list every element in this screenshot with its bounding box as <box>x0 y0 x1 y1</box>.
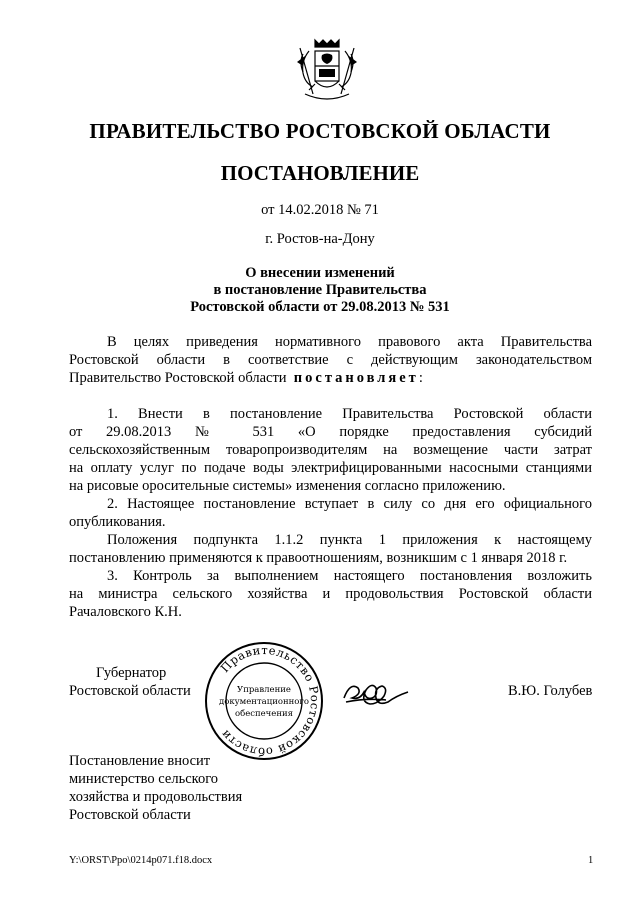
submitter-line: Ростовской области <box>69 807 191 823</box>
preamble-line <box>69 369 592 387</box>
footer-file-path: Y:\ORST\Ppo\0214p071.f18.docx <box>69 855 213 866</box>
seal-inner-line: обеспечения <box>234 709 294 719</box>
seal-inner-line: Управление <box>237 685 291 695</box>
seal-outer-text: Правительство Ростовской области <box>217 642 323 760</box>
submitter-line: хозяйства и продовольствия <box>69 789 243 805</box>
preamble-line: Ростовской области в соответствие с действующим законодательством <box>69 352 592 368</box>
body-line: Рачаловского К.Н. <box>69 604 182 620</box>
subject-line: в постановление Правительства <box>213 282 427 298</box>
preamble-text: Правительство Ростовской области <box>69 370 287 386</box>
signer-name: В.Ю. Голубев <box>508 683 593 699</box>
signer-position: Губернатор <box>96 665 167 681</box>
seal-inner-line: документационного <box>218 697 310 707</box>
document-type-title: ПОСТАНОВЛЕНИЕ <box>220 161 420 185</box>
submitter-line: Постановление вносит <box>69 753 211 769</box>
body-line: Положения подпункта 1.1.2 пункта 1 приложения к настоящему <box>107 532 592 548</box>
subject-line: Ростовской области от 29.08.2013 № 531 <box>190 299 450 315</box>
government-title: ПРАВИТЕЛЬСТВО РОСТОВСКОЙ ОБЛАСТИ <box>89 119 551 143</box>
submitter-block <box>69 752 242 824</box>
preamble-line: В целях приведения нормативного правового акта Правительства <box>107 334 592 350</box>
decree-colon: : <box>418 370 423 386</box>
body-line: от 29.08.2013 № 531 «О порядке предоставления субсидий <box>69 424 592 440</box>
subject-line: О внесении изменений <box>245 265 395 281</box>
coat-of-arms-emblem <box>295 34 359 102</box>
signer-position: Ростовской области <box>69 683 191 699</box>
document-place: г. Ростов-на-Дону <box>265 231 375 247</box>
handwritten-signature <box>340 676 432 710</box>
submitter-line: министерство сельского <box>69 771 219 787</box>
body-line: 2. Настоящее постановление вступает в силу со дня его официального <box>107 496 592 512</box>
body-line: постановлению применяются к правоотношениям, возникшим с 1 января 2018 г. <box>69 550 568 566</box>
body-line: на министра сельского хозяйства и продовольствия Ростовской области <box>69 586 592 602</box>
body-line: 1. Внести в постановление Правительства Ростовской области <box>107 406 592 422</box>
body-line: сельскохозяйственным товаропроизводителям на возмещение части затрат <box>69 442 592 458</box>
page-number: 1 <box>588 855 594 866</box>
document-date-number: от 14.02.2018 № 71 <box>261 202 379 218</box>
official-seal <box>203 640 325 762</box>
body-line: 3. Контроль за выполнением настоящего постановления возложить <box>107 568 592 584</box>
body-line: на рисовые оросительные системы» изменения согласно приложению. <box>69 478 506 494</box>
body-line: на оплату услуг по подаче воды электрифицированными насосными станциями <box>69 460 592 476</box>
decree-word: постановляет <box>293 370 419 386</box>
body-line: опубликования. <box>69 514 166 530</box>
